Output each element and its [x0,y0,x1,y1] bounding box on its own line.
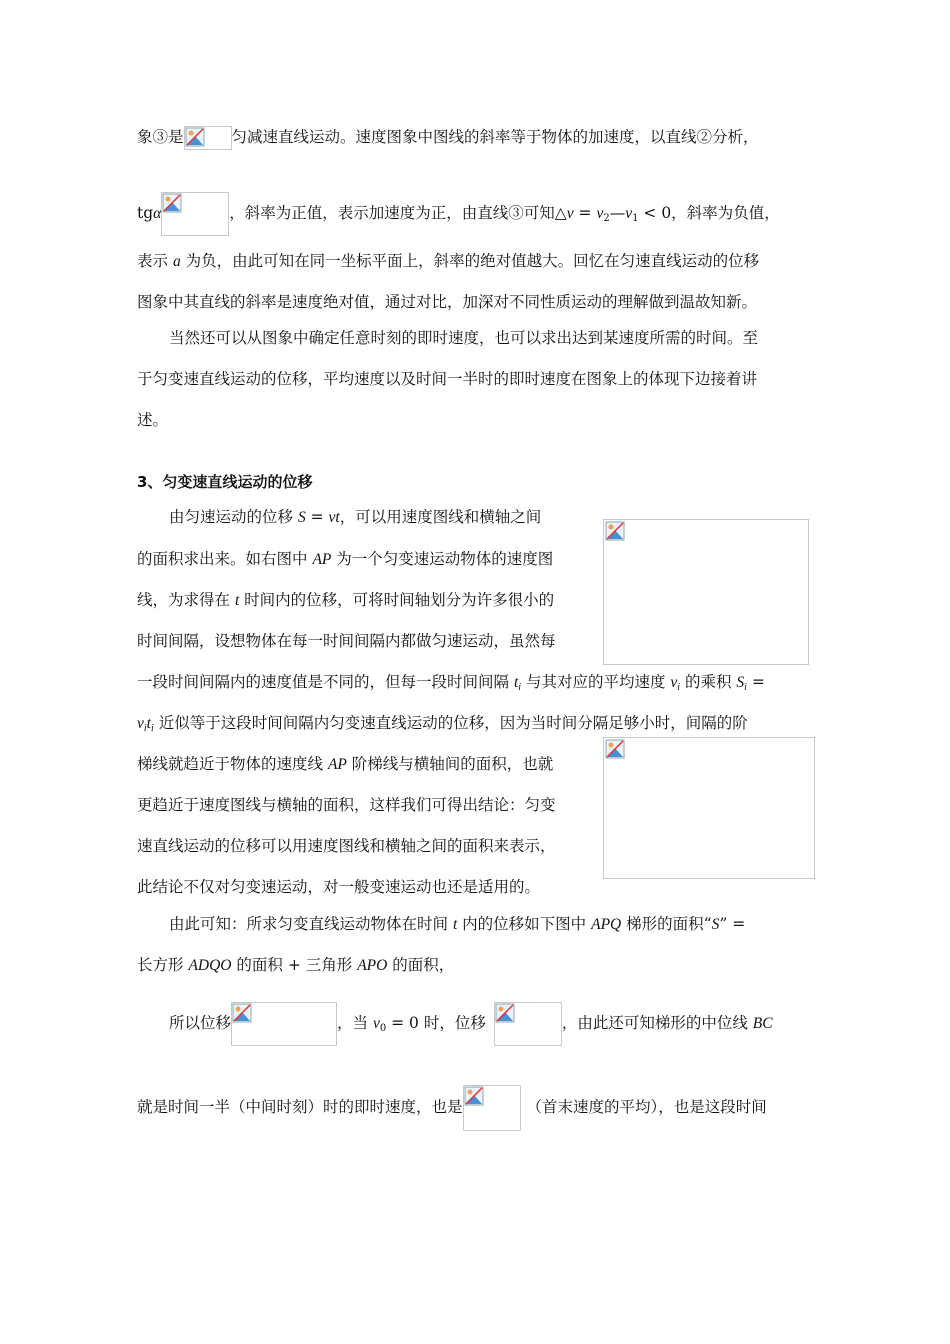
p3-line-1 [169,507,541,528]
p1-line-3 [137,251,759,272]
text: = [305,508,329,526]
text: 一段时间间隔内的速度值是不同的，但每一段时间间隔 [137,673,514,691]
p3-line-2 [137,549,553,570]
p1-line-2 [137,192,780,236]
p3-line-3 [137,590,554,611]
text: 梯线就趋近于物体的速度线 [137,755,328,773]
text: 匀减速直线运动。速度图象中图线的斜率等于物体的加速度，以直线②分析， [231,128,759,146]
var-AP: AP [312,551,332,568]
broken-image-icon [185,127,205,147]
subscript: i [744,682,747,693]
text: 时间间隔，设想物体在每一时间间隔内都做匀速运动，虽然每 [137,632,556,650]
p1-line-1 [137,126,759,150]
p3-line-6 [137,713,748,739]
text: 为负，由此可知在同一坐标平面上，斜率的绝对值越大。回忆在匀速直线运动的位移 [180,252,760,270]
text: = [746,673,765,691]
text: 长方形 [137,956,189,974]
var-v: v [566,205,574,222]
p4-line-1 [169,914,745,935]
subscript: i [677,682,681,693]
alpha-symbol: α [153,205,162,222]
text: 与其对应的平均速度 [521,673,671,691]
text: 阶梯线与横轴间的面积，也就 [346,755,554,773]
var-t: t [452,916,458,933]
var-APQ: APQ [591,916,622,933]
text: < 0，斜率为负值， [638,204,780,222]
subscript: i [143,723,147,734]
text: tg [137,204,154,222]
subscript: 0 [379,1023,387,1034]
text: 梯形的面积“ [621,915,712,933]
formula-image-placeholder [231,1002,337,1046]
text: — [609,204,626,222]
var-t: t [146,715,151,732]
velocity-graph-figure-placeholder [603,519,809,665]
text: 速直线运动的位移可以用速度图线和横轴之间的面积来表示， [137,837,556,855]
text: 的面积 + 三角形 [231,956,358,974]
formula-image-placeholder [494,1002,562,1046]
p2-line-2 [137,369,757,389]
text: = 0 时，位移 [386,1014,486,1032]
var-ADQO: ADQO [188,957,232,974]
var-t: t [513,674,519,691]
var-S: S [297,509,306,526]
broken-image-icon [162,193,182,213]
var-S: S [736,674,745,691]
text: 由此可知：所求匀变直线运动物体在时间 [169,915,453,933]
text: ，当 [337,1014,373,1032]
text: ，由此还可知梯形的中位线 [561,1014,753,1032]
var-S: S [711,916,720,933]
section-heading [137,472,312,492]
p3-line-8 [137,795,556,815]
p3-line-5 [137,672,765,698]
subscript: 1 [632,213,639,224]
var-v: v [625,205,633,222]
text: 的乘积 [680,673,737,691]
broken-image-icon [464,1086,484,1106]
var-vt: vt [328,509,340,526]
p4-line-3 [169,1002,773,1046]
text: 象③是 [137,128,184,146]
formula-image-placeholder [184,126,232,150]
text: 表示 [137,252,173,270]
p3-line-10 [137,877,540,897]
var-v: v [596,205,604,222]
var-t: t [234,592,240,609]
var-BC: BC [752,1015,773,1032]
var-AP: AP [327,756,347,773]
text: 为一个匀变速运动物体的速度图 [331,550,554,568]
var-v: v [137,715,144,732]
subscript: 2 [603,213,610,224]
text: 的面积求出来。如右图中 [137,550,313,568]
text: 述。 [137,411,169,429]
text: 当然还可以从图象中确定任意时刻的即时速度，也可以求出达到某速度所需的时间。至 [169,329,759,347]
var-APO: APO [357,957,388,974]
text: ，斜率为正值，表示加速度为正，由直线③可知△ [229,204,567,222]
text: 此结论不仅对匀变速运动，对一般变速运动也还是适用的。 [137,878,541,896]
broken-image-icon [495,1003,515,1023]
formula-image-placeholder [463,1085,521,1131]
text: 就是时间一半（中间时刻）时的即时速度，也是 [137,1098,463,1116]
subscript: i [150,723,154,734]
text: ，可以用速度图线和横轴之间 [339,508,542,526]
text: 图象中其直线的斜率是速度绝对值，通过对比，加深对不同性质运动的理解做到温故知新。 [137,293,758,311]
heading-text: 3、匀变速直线运动的位移 [137,473,313,491]
var-a: a [172,253,181,270]
broken-image-icon [232,1003,252,1023]
text: 由匀速运动的位移 [169,508,298,526]
var-v: v [372,1015,380,1032]
broken-image-icon [605,739,625,759]
broken-image-icon [605,521,625,541]
formula-image-placeholder [161,192,229,236]
p1-line-4 [137,292,757,312]
text: 线，为求得在 [137,591,235,609]
p4-line-2 [137,955,454,976]
text: 时间内的位移，可将时间轴划分为许多很小的 [239,591,555,609]
trapezoid-figure-placeholder [603,737,815,879]
p3-line-4 [137,631,556,651]
p4-line-4 [137,1085,767,1131]
text: 更趋近于速度图线与横轴的面积，这样我们可得出结论：匀变 [137,796,556,814]
p2-line-1 [169,328,758,348]
var-v: v [670,674,678,691]
text: = [573,204,597,222]
text: 于匀变速直线运动的位移，平均速度以及时间一半时的即时速度在图象上的体现下边接着讲 [137,370,758,388]
text: 所以位移 [169,1014,232,1032]
text: 近似等于这段时间间隔内匀变速直线运动的位移，因为当时间分隔足够小时，间隔的阶 [153,714,748,732]
text: 的面积， [387,956,455,974]
text: ” = [719,915,746,933]
p2-line-3 [137,410,168,430]
text: （首末速度的平均），也是这段时间 [526,1098,767,1116]
p3-line-7 [137,754,553,775]
text: 内的位移如下图中 [457,915,592,933]
p3-line-9 [137,836,556,856]
subscript: i [518,682,522,693]
